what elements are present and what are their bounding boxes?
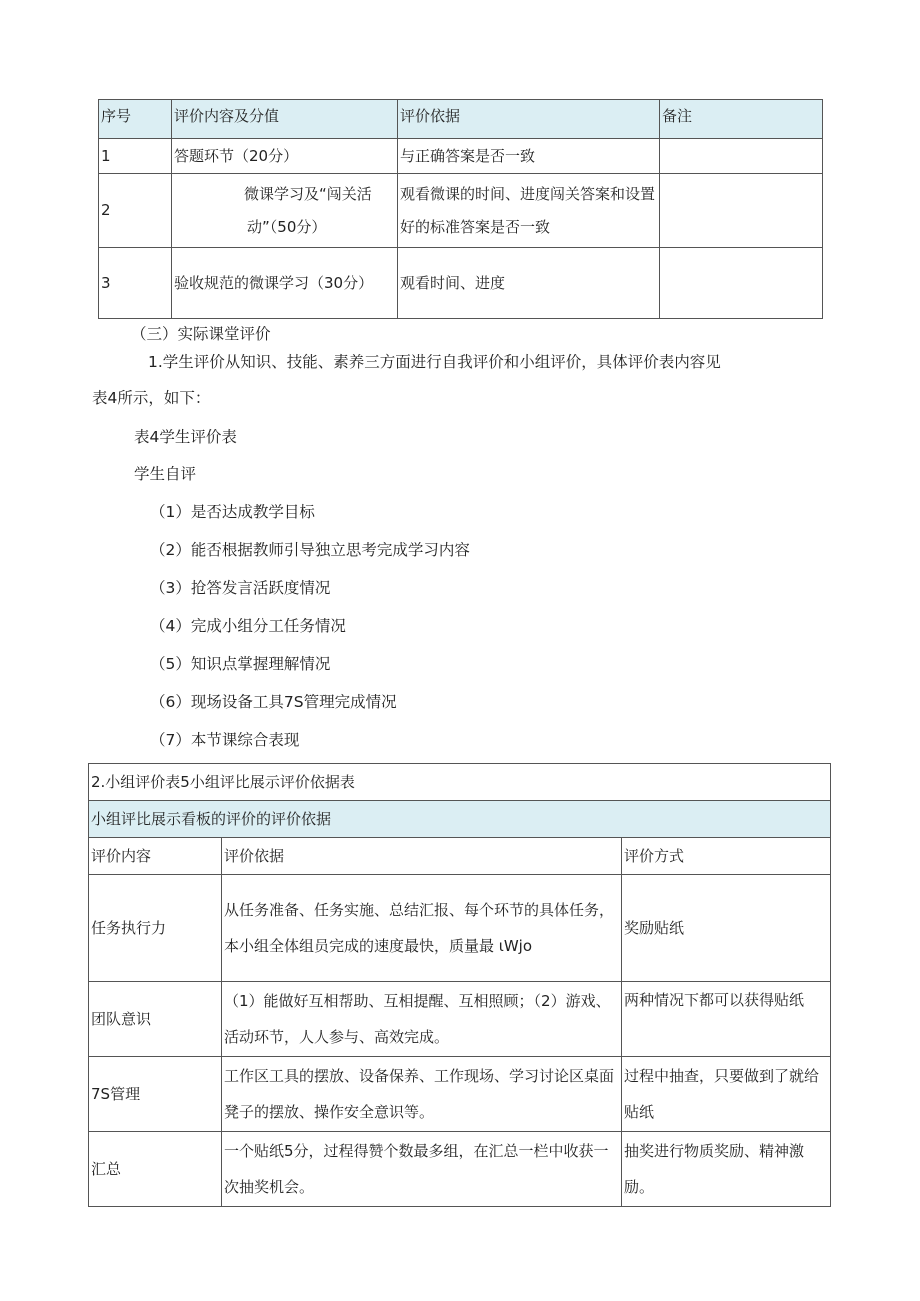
table-caption: 2.小组评价表5小组评比展示评价依据表 bbox=[89, 764, 831, 801]
header-no: 序号 bbox=[99, 100, 172, 139]
list-item: （1）是否达成教学目标 bbox=[150, 503, 315, 521]
header-content: 评价内容 bbox=[89, 838, 222, 875]
row-basis: 观看微课的时间、进度闯关答案和设置好的标准答案是否一致 bbox=[398, 174, 660, 248]
row-no: 3 bbox=[99, 248, 172, 319]
table-row bbox=[89, 1132, 831, 1207]
header-note: 备注 bbox=[660, 100, 823, 139]
paragraph-line-2: 表4所示，如下： bbox=[92, 389, 211, 407]
section-heading: （三）实际课堂评价 bbox=[131, 325, 271, 343]
list-item: （2）能否根据教师引导独立思考完成学习内容 bbox=[150, 541, 470, 559]
row-note bbox=[660, 174, 823, 248]
list-item: （7）本节课综合表现 bbox=[150, 731, 300, 749]
row-content: 团队意识 bbox=[89, 982, 222, 1057]
row-note bbox=[660, 248, 823, 319]
row-content: 答题环节（20分） bbox=[172, 139, 398, 174]
header-basis: 评价依据 bbox=[398, 100, 660, 139]
list-item: （4）完成小组分工任务情况 bbox=[150, 617, 346, 635]
table-row bbox=[99, 139, 823, 174]
row-content: 任务执行力 bbox=[89, 875, 222, 982]
paragraph-line-1: 1.学生评价从知识、技能、素养三方面进行自我评价和小组评价，具体评价表内容见 bbox=[148, 353, 721, 371]
table-row bbox=[89, 1057, 831, 1132]
row-basis: （1）能做好互相帮助、互相提醒、互相照顾；（2）游戏、活动环节，人人参与、高效完成。 bbox=[222, 982, 622, 1057]
header-method: 评价方式 bbox=[622, 838, 831, 875]
evaluation-table-3 bbox=[98, 99, 823, 319]
row-note bbox=[660, 139, 823, 174]
row-method: 过程中抽查，只要做到了就给贴纸 bbox=[622, 1057, 831, 1132]
header-content: 评价内容及分值 bbox=[172, 100, 398, 139]
table-row bbox=[89, 982, 831, 1057]
list-item: （5）知识点掌握理解情况 bbox=[150, 655, 331, 673]
row-content: 微课学习及“闯关活动”（50分） bbox=[172, 174, 398, 248]
row-no: 2 bbox=[99, 174, 172, 248]
row-basis: 从任务准备、任务实施、总结汇报、每个环节的具体任务，本小组全体组员完成的速度最快，质量最 ιWjo bbox=[222, 875, 622, 982]
list-item: （6）现场设备工具7S管理完成情况 bbox=[150, 693, 397, 711]
row-basis: 一个贴纸5分，过程得赞个数最多组，在汇总一栏中收获一次抽奖机会。 bbox=[222, 1132, 622, 1207]
table-row bbox=[89, 875, 831, 982]
row-basis: 与正确答案是否一致 bbox=[398, 139, 660, 174]
row-basis: 工作区工具的摆放、设备保养、工作现场、学习讨论区桌面凳子的摆放、操作安全意识等。 bbox=[222, 1057, 622, 1132]
table-row bbox=[99, 174, 823, 248]
row-content: 7S管理 bbox=[89, 1057, 222, 1132]
row-content: 汇总 bbox=[89, 1132, 222, 1207]
row-basis: 观看时间、进度 bbox=[398, 248, 660, 319]
group-evaluation-table-5 bbox=[88, 763, 831, 1207]
self-eval-label: 学生自评 bbox=[134, 465, 197, 483]
header-basis: 评价依据 bbox=[222, 838, 622, 875]
row-no: 1 bbox=[99, 139, 172, 174]
table-row bbox=[99, 248, 823, 319]
row-method: 奖励贴纸 bbox=[622, 875, 831, 982]
row-method: 两种情况下都可以获得贴纸 bbox=[622, 982, 831, 1057]
row-method: 抽奖进行物质奖励、精神激励。 bbox=[622, 1132, 831, 1207]
table-subheader: 小组评比展示看板的评价的评价依据 bbox=[89, 801, 831, 838]
row-content: 验收规范的微课学习（30分） bbox=[172, 248, 398, 319]
list-item: （3）抢答发言活跃度情况 bbox=[150, 579, 331, 597]
table4-title: 表4学生评价表 bbox=[134, 428, 237, 446]
